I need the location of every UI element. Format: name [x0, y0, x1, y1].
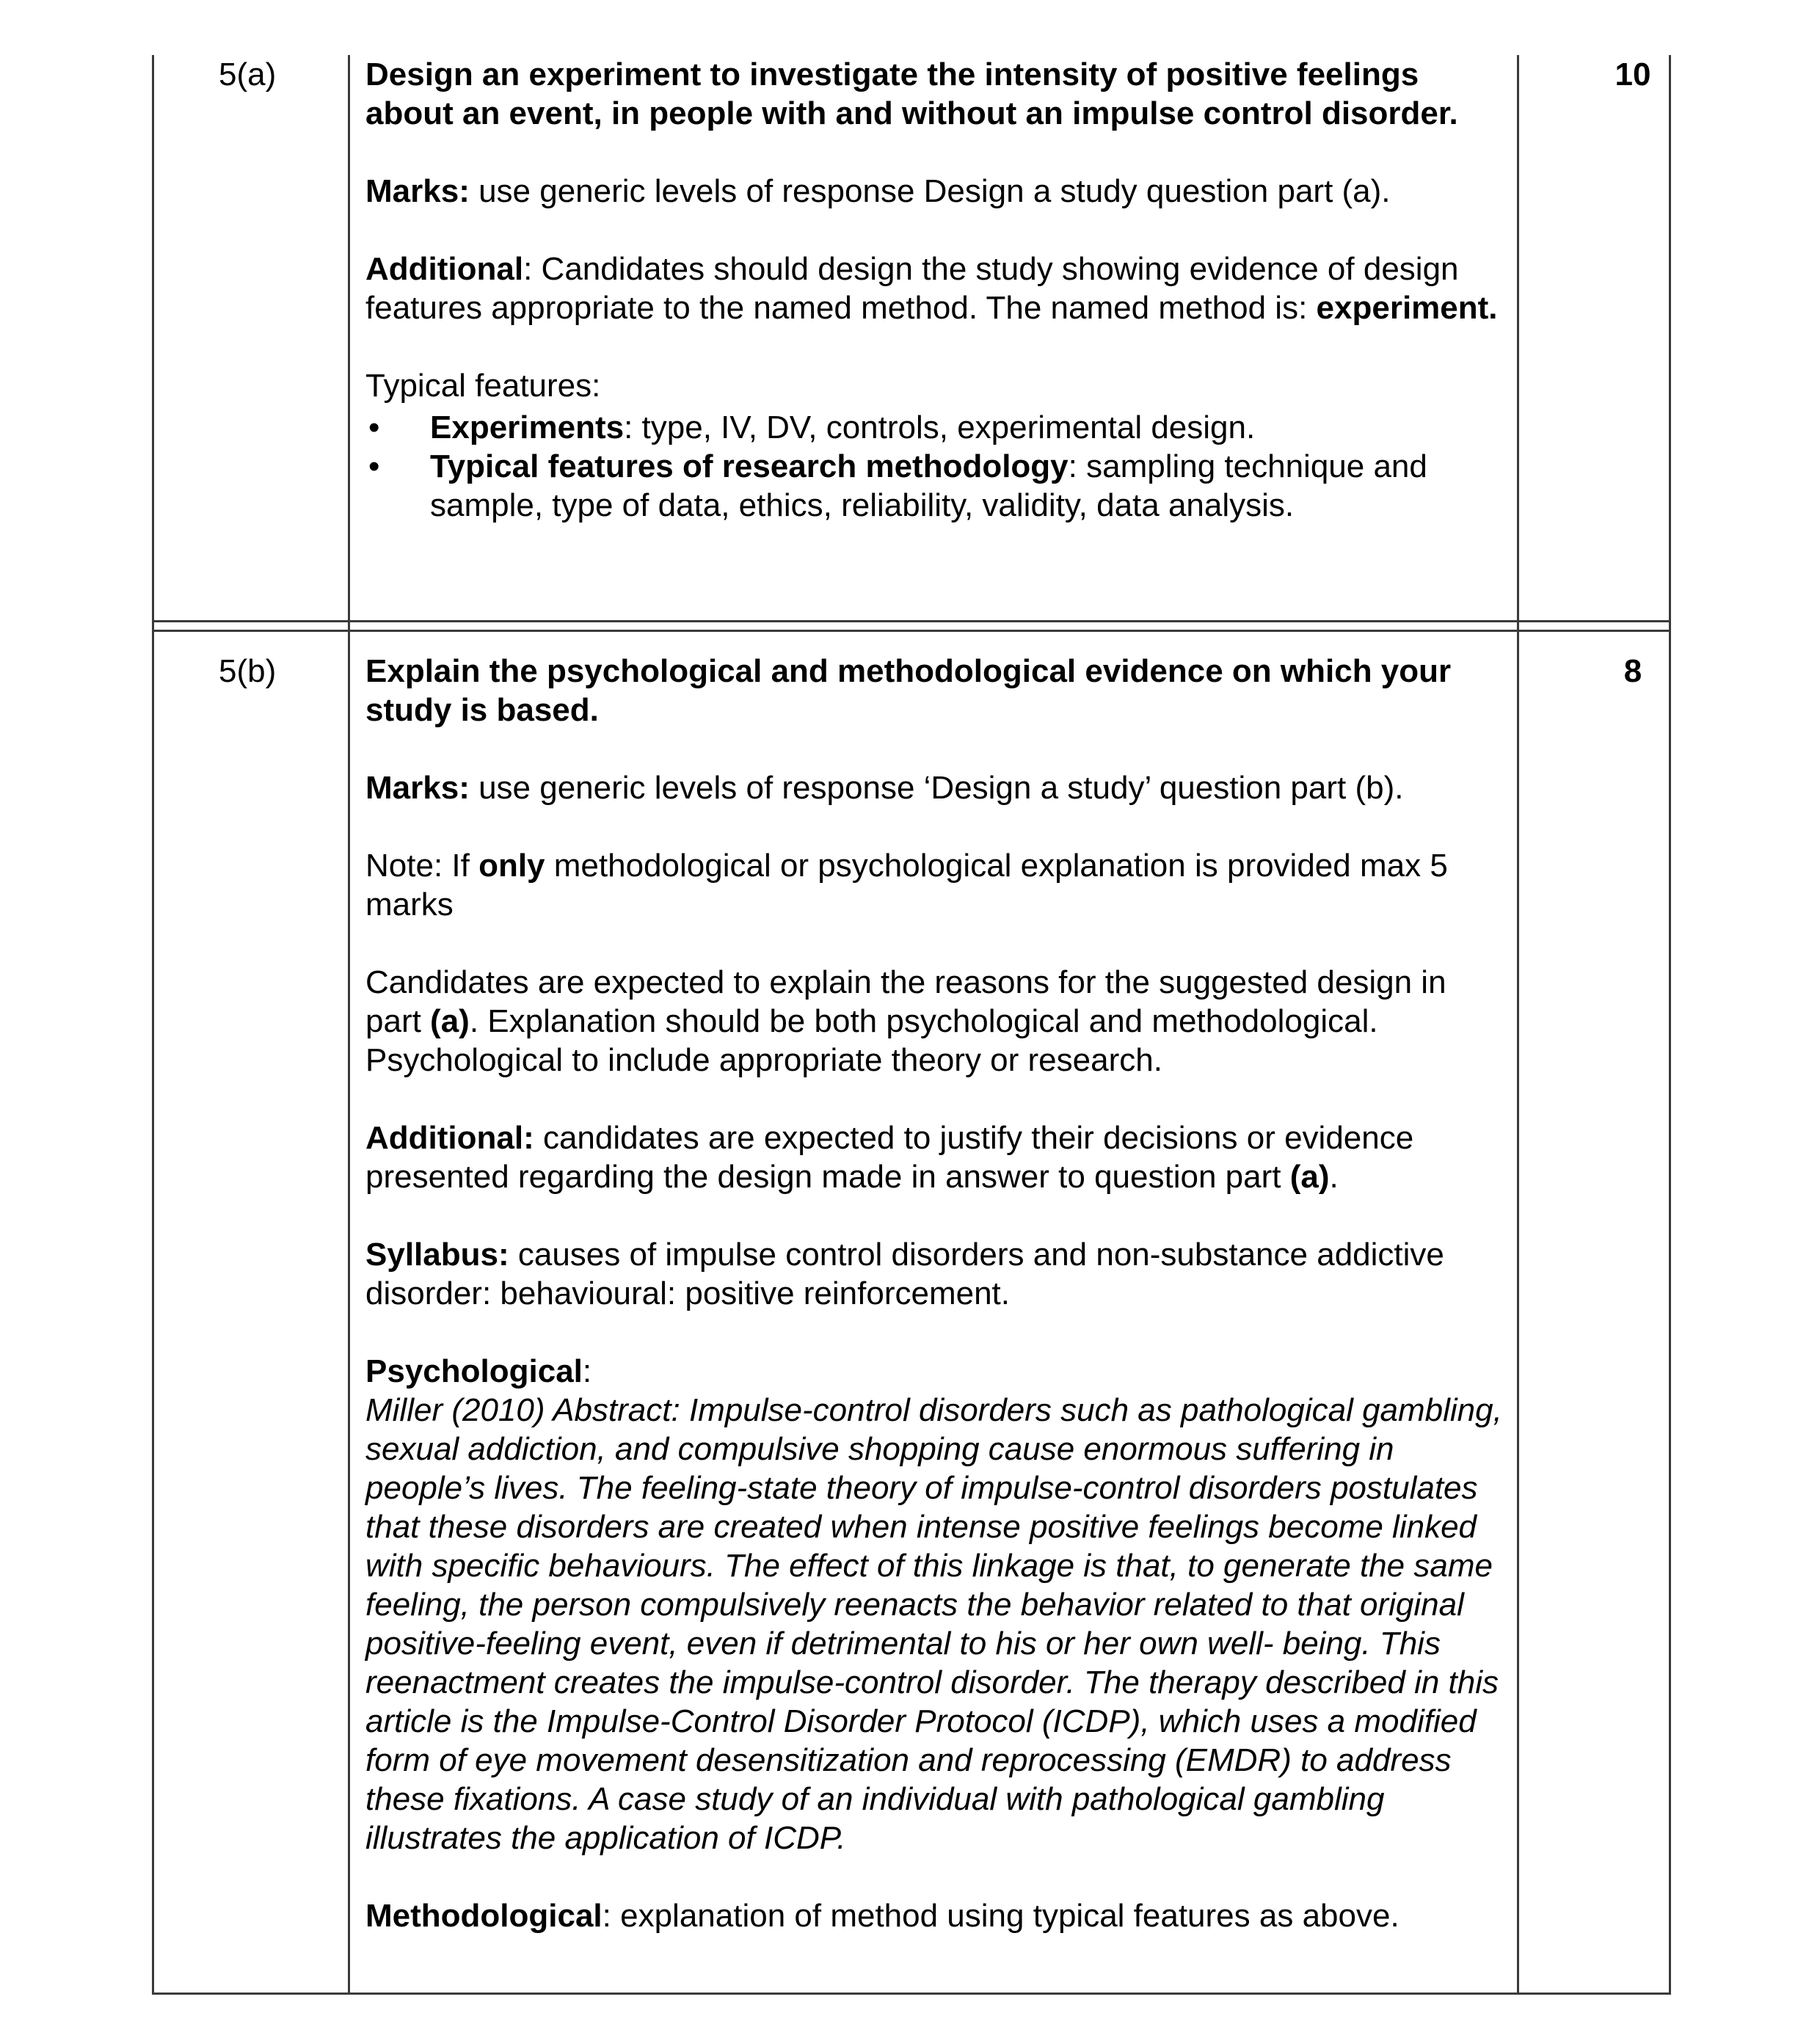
marks-guidance-text: use generic levels of response ‘Design a study’ question part (b).	[469, 770, 1404, 806]
table-divider-1	[348, 55, 350, 1995]
psychological-label: Psychological	[365, 1353, 583, 1389]
question-number: 5(b)	[219, 653, 277, 689]
note-emphasis: only	[478, 848, 545, 884]
additional-text: : Candidates should design the study showing evidence of design features appropriate to the named method. The named method is:	[365, 251, 1459, 326]
candidates-guidance	[365, 963, 1510, 1080]
question-text: Explain the psychological and methodological evidence on which your study is based.	[365, 653, 1452, 728]
marks-guidance-text: use generic levels of response Design a study question part (a).	[469, 173, 1391, 209]
candidates-text-before: Candidates are expected to explain the reasons for the suggested design in part	[365, 964, 1446, 1039]
additional-guidance	[365, 250, 1510, 327]
marks-guidance	[365, 768, 1510, 807]
feature-text: : type, IV, DV, controls, experimental design.	[624, 410, 1256, 445]
methodological-label: Methodological	[365, 1898, 603, 1934]
typical-features-heading: Typical features:	[365, 368, 601, 404]
bullet-icon: •	[368, 410, 380, 445]
additional-label: Additional:	[365, 1120, 534, 1156]
marks-label: Marks:	[365, 770, 470, 806]
feature-item	[365, 447, 1510, 525]
row-separator-top	[152, 620, 1671, 622]
question-text: Design an experiment to investigate the intensity of positive feelings about an event, in people with and without an impulse control disorder.	[365, 57, 1458, 131]
feature-label: Typical features of research methodology	[430, 448, 1069, 484]
marks-value: 8	[1623, 653, 1642, 689]
note	[365, 846, 1510, 924]
additional-guidance	[365, 1118, 1510, 1196]
table-border-left	[152, 55, 154, 1995]
methodological-text: : explanation of method using typical features as above.	[602, 1898, 1399, 1934]
miller-abstract: Miller (2010) Abstract: Impulse-control disorders such as pathological gambling, sexual addiction, and compulsive shopping cause enormous suffering in people’s lives. The feeling-state theory of impulse-control disorders postulates that these disorders are created when intense positive feelings become linked with specific behaviours. The effect of this linkage is that, to generate the same feeling, the person compulsively reenacts the behavior related to that original positive-feeling event, even if detrimental to his or her own well- being. This reenactment creates the impulse-control disorder. The therapy described in this article is the Impulse-Control Disorder Protocol (ICDP), which uses a modified form of eye movement desensitization and reprocessing (EMDR) to address these fixations. A case study of an individual with pathological gambling illustrates the application of ICDP.	[365, 1392, 1502, 1856]
additional-end: .	[1329, 1159, 1339, 1195]
question-number: 5(a)	[219, 57, 277, 92]
marks-label: Marks:	[365, 173, 470, 209]
bullet-icon: •	[368, 448, 380, 484]
features-list	[365, 408, 1510, 525]
feature-item	[365, 408, 1510, 447]
additional-label: Additional	[365, 251, 524, 287]
additional-text: candidates are expected to justify their decisions or evidence presented regarding the design made in answer to question part	[365, 1120, 1414, 1195]
note-text-before: Note: If	[365, 848, 479, 884]
syllabus-text: causes of impulse control disorders and non-substance addictive disorder: behavioural: positive reinforcement.	[365, 1237, 1444, 1311]
marks-value: 10	[1615, 57, 1651, 92]
additional-part-ref: (a)	[1289, 1159, 1330, 1195]
syllabus-guidance	[365, 1235, 1510, 1313]
typical-features	[365, 366, 1510, 525]
syllabus-label: Syllabus:	[365, 1237, 509, 1273]
table-border-right	[1669, 55, 1671, 1995]
row-separator-bottom	[152, 630, 1671, 632]
table-border-bottom	[152, 1992, 1671, 1995]
psychological-section	[365, 1352, 1510, 1857]
marks-guidance	[365, 172, 1510, 211]
feature-label: Experiments	[430, 410, 625, 445]
candidates-text-after: . Explanation should be both psychological and methodological. Psychological to include appropriate theory or research.	[365, 1003, 1378, 1078]
named-method: experiment.	[1316, 290, 1498, 326]
feature-text: : sampling technique and sample, type of data, ethics, reliability, validity, data analysis.	[430, 448, 1427, 523]
note-text-after: methodological or psychological explanation is provided max 5 marks	[365, 848, 1448, 922]
answer-cell-5b	[365, 652, 1510, 1935]
table-divider-2	[1517, 55, 1519, 1995]
psychological-colon: :	[582, 1353, 592, 1389]
methodological-section	[365, 1896, 1510, 1935]
answer-cell-5a	[365, 55, 1510, 525]
candidates-part-ref: (a)	[430, 1003, 470, 1039]
